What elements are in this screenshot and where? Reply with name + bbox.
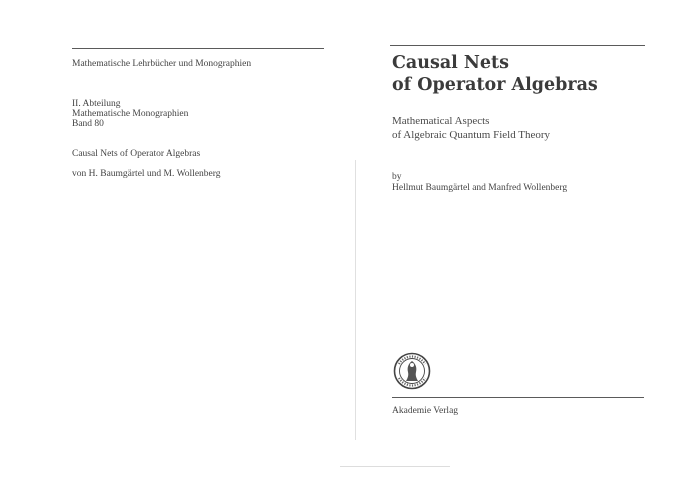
- by-block: [392, 172, 567, 194]
- series-info-line-1: II. Abteilung: [72, 99, 121, 109]
- publisher-name: Akademie Verlag: [392, 406, 459, 416]
- series-info-line-3: Band 80: [72, 119, 104, 129]
- title-line-2: of Operator Algebras: [392, 75, 598, 95]
- left-book-title: Causal Nets of Operator Algebras: [72, 149, 201, 159]
- title-line-1: Causal Nets: [392, 53, 509, 73]
- right-authors: Hellmut Baumgärtel and Manfred Wollenberg: [392, 183, 568, 193]
- subtitle-line-1: Mathematical Aspects: [392, 115, 490, 127]
- publisher-seal-icon: [393, 352, 431, 390]
- right-page: [352, 0, 700, 494]
- right-top-rule: [390, 45, 645, 46]
- page-title: [392, 52, 598, 96]
- subtitle-line-2: of Algebraic Quantum Field Theory: [392, 128, 551, 141]
- by-label: by: [392, 172, 402, 182]
- page-subtitle: [392, 115, 550, 142]
- series-info-line-2: Mathematische Monographien: [72, 109, 189, 119]
- left-top-rule: [72, 48, 324, 49]
- series-title: Mathematische Lehrbücher und Monographien: [72, 59, 252, 69]
- bottom-scan-mark: [340, 466, 450, 467]
- right-bottom-rule: [392, 397, 644, 398]
- left-authors: von H. Baumgärtel und M. Wollenberg: [72, 169, 221, 179]
